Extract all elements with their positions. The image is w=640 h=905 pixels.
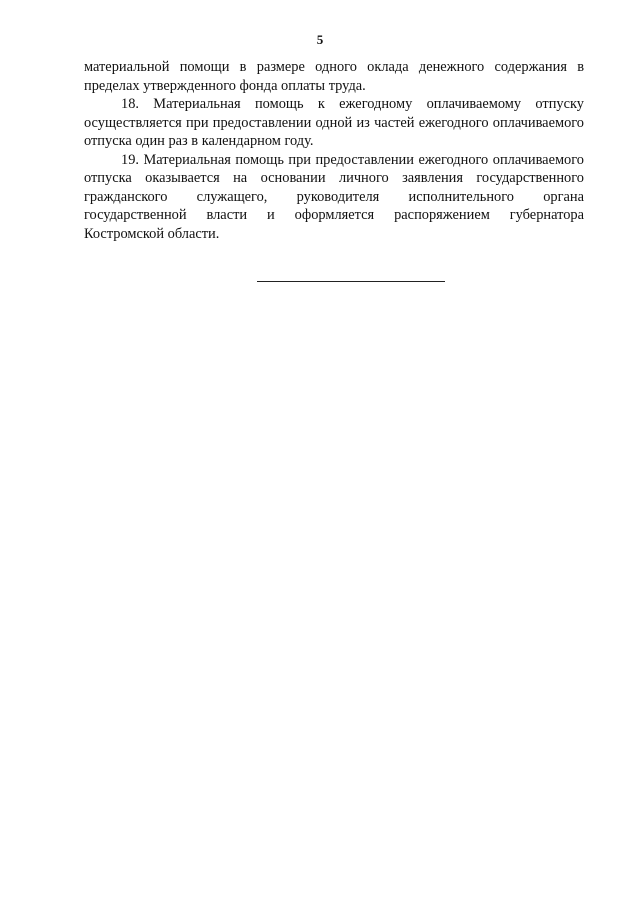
end-of-document-rule <box>257 281 445 282</box>
paragraph-continuation: материальной помощи в размере одного оклада денежного содержания в пределах утвержденного фонда оплаты труда. <box>84 59 584 94</box>
paragraph-18: 18. Материальная помощь к ежегодному оплачиваемому отпуску осуществляется при предоставлении одной из частей ежегодного оплачиваемого отпуска один раз в календарном году. <box>84 96 584 149</box>
document-body <box>84 58 584 243</box>
page-number: 5 <box>316 32 324 47</box>
paragraph-19: 19. Материальная помощь при предоставлении ежегодного оплачиваемого отпуска оказывается на основании личного заявления государственного гражданского служащего, руководителя исполнительного органа государственной власти и оформляется распоряжением губернатора Костромской области. <box>84 151 584 242</box>
